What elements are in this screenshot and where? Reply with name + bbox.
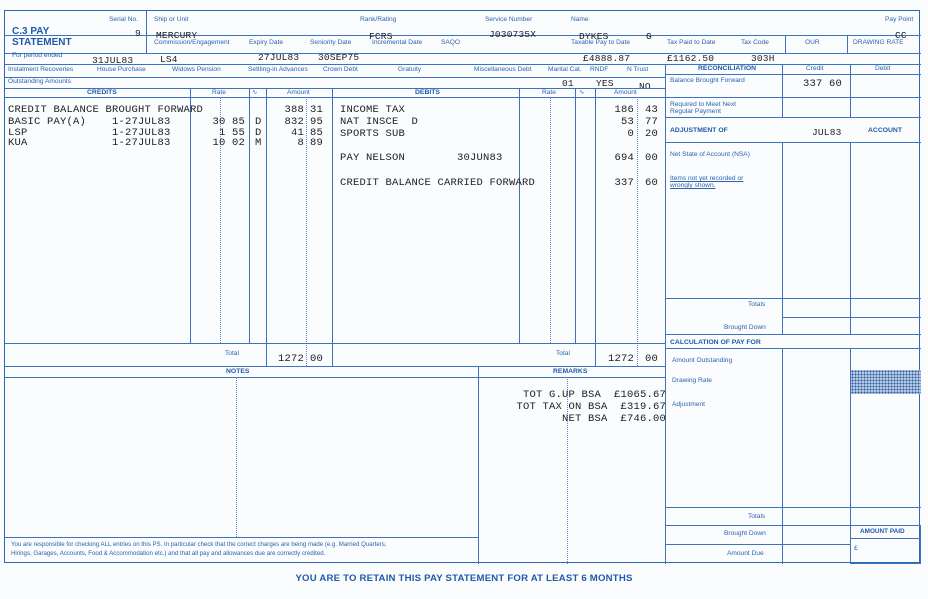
recon-lower-divider-2 bbox=[850, 142, 851, 334]
remarks-line-3: NET BSA £746.00 bbox=[561, 413, 666, 425]
adjustment-month: JUL83 bbox=[812, 127, 842, 138]
recon-brought-down-label: Brought Down bbox=[724, 324, 766, 331]
credit-row-3-rate: 1 55 bbox=[218, 127, 245, 139]
outstanding-label: Outstanding Amounts bbox=[8, 78, 72, 85]
net-state-label: Net State of Account (NSA) bbox=[670, 151, 750, 158]
calc-totals-label: Totals bbox=[748, 513, 766, 520]
remarks-heading: REMARKS bbox=[553, 368, 588, 375]
recon-rule-header bbox=[665, 74, 921, 75]
debit-row-3-desc: SPORTS SUB bbox=[340, 128, 406, 140]
rndf-value: YES bbox=[596, 78, 614, 89]
amount-paid-rule bbox=[850, 538, 921, 539]
header-divider-drawing bbox=[847, 35, 848, 53]
notes-heading: NOTES bbox=[226, 368, 250, 375]
calc-rule-header bbox=[665, 348, 921, 349]
rank-label: Rank/Rating bbox=[360, 16, 397, 23]
credit-row-1-pence: 31 bbox=[310, 104, 324, 116]
recon-rule-totals-2 bbox=[782, 317, 921, 318]
remarks-line-2: TOT TAX ON BSA £319.67 bbox=[516, 401, 666, 413]
required-label: Required to Meet Next Regular Payment bbox=[670, 101, 736, 115]
credits-heading: CREDITS bbox=[87, 89, 117, 96]
right-panel-divider bbox=[665, 64, 666, 564]
notes-center-dots bbox=[236, 377, 237, 537]
amount-paid-label: AMOUNT PAID bbox=[860, 528, 905, 535]
crown-debt-label: Crown Debt bbox=[323, 66, 358, 73]
tax-code-label: Tax Code bbox=[741, 39, 769, 46]
main-rule-header bbox=[5, 97, 665, 98]
credits-total-label: Total bbox=[225, 350, 239, 357]
recon-credit-divider bbox=[782, 64, 783, 117]
debit-row-5-desc: CREDIT BALANCE CARRIED FORWARD bbox=[340, 177, 536, 189]
debit-row-2-desc: NAT INSCE D bbox=[340, 116, 419, 128]
marital-value: 01 bbox=[562, 78, 574, 89]
credits-total-amount: 1272 bbox=[277, 353, 304, 365]
recon-rule-bottom bbox=[665, 334, 921, 335]
notes-rule-header bbox=[5, 377, 665, 378]
period-ended-value: 31JUL83 bbox=[92, 55, 134, 66]
amount-due-label: Amount Due bbox=[727, 550, 764, 557]
commission-label: Commission/Engagement bbox=[154, 39, 230, 46]
recon-rule-required bbox=[665, 117, 921, 118]
debit-row-3-pence: 20 bbox=[645, 128, 659, 140]
debits-amount-label: Amount bbox=[614, 89, 637, 96]
name-value: DYKES bbox=[579, 31, 609, 42]
calc-drawing-rate-label: Drawing Rate bbox=[672, 377, 712, 384]
serial-no-label: Serial No. bbox=[109, 16, 138, 23]
calc-rule-brought-down bbox=[665, 525, 850, 526]
debits-rate-label: Rate bbox=[542, 89, 556, 96]
ntrust-label: N Trust bbox=[627, 66, 649, 73]
debit-row-4-amount: 694 bbox=[614, 152, 634, 164]
period-ended-label: For period ended bbox=[12, 52, 63, 59]
settling-label: Settling-in Advances bbox=[248, 66, 308, 73]
credit-row-2-rate: 30 85 bbox=[212, 116, 245, 128]
credit-row-3-unit: D bbox=[255, 127, 262, 139]
credit-row-4-unit: M bbox=[255, 137, 262, 149]
amount-outstanding-label: Amount Outstanding bbox=[672, 357, 733, 364]
ntrust-value: NO bbox=[639, 81, 651, 92]
credit-row-2-unit: D bbox=[255, 116, 262, 128]
debit-row-1-pence: 43 bbox=[645, 104, 659, 116]
notes-disclaimer-rule bbox=[5, 537, 478, 538]
recon-rule-totals bbox=[665, 298, 921, 299]
debit-row-1-amount: 186 bbox=[614, 104, 634, 116]
retain-notice: YOU ARE TO RETAIN THIS PAY STATEMENT FOR AT LEAST 6 MONTHS bbox=[295, 573, 633, 584]
items-not-recorded: Items not yet recorded or wrongly shown. bbox=[670, 175, 744, 190]
expiry-value: 27JUL83 bbox=[258, 52, 300, 63]
marital-label: Marital Cat. bbox=[548, 66, 582, 73]
notes-disclaimer-line-1: You are responsible for checking ALL entries on this PS. In particular check that the correct charges are being made (e.g. Married Quarters, bbox=[11, 541, 387, 548]
credit-row-2-amount: 832 bbox=[284, 116, 304, 128]
credit-row-4-rate: 10 02 bbox=[212, 137, 245, 149]
debit-row-5-pence: 60 bbox=[645, 177, 659, 189]
gratuity-label: Gratuity bbox=[398, 66, 422, 73]
name-initial: G bbox=[646, 31, 652, 42]
calc-rule-amount-due bbox=[665, 544, 850, 545]
saqo-label: SAQO bbox=[441, 39, 461, 46]
credit-row-3-pence: 85 bbox=[310, 127, 324, 139]
credits-rate-label: Rate bbox=[212, 89, 226, 96]
debits-unit-symbol: ∿ bbox=[579, 89, 585, 96]
credit-row-3-desc: LSP 1-27JUL83 bbox=[8, 127, 171, 139]
tax-paid-value: £1162.50 bbox=[667, 53, 715, 64]
calculation-heading: CALCULATION OF PAY FOR bbox=[670, 339, 761, 346]
debits-rate-dots bbox=[550, 97, 551, 343]
recon-debit-label: Debit bbox=[875, 65, 891, 72]
header-rule-1 bbox=[5, 35, 921, 36]
header-divider-our bbox=[785, 35, 786, 53]
pay-point-value: CC bbox=[895, 30, 907, 41]
debits-heading: DEBITS bbox=[415, 89, 440, 96]
credit-row-2-desc: BASIC PAY(A) 1-27JUL83 bbox=[8, 116, 171, 128]
taxable-value: £4888.87 bbox=[583, 53, 631, 64]
debit-row-2-pence: 77 bbox=[645, 116, 659, 128]
drawing-rate-shaded-box bbox=[851, 370, 921, 394]
seniority-value: 30SEP75 bbox=[318, 52, 360, 63]
notes-remarks-divider bbox=[478, 366, 479, 564]
tax-paid-label: Tax Paid to Date bbox=[667, 39, 716, 46]
service-no-label: Service Number bbox=[485, 16, 533, 23]
credit-row-1-amount: 388 bbox=[284, 104, 304, 116]
unit-value: LS4 bbox=[160, 54, 178, 65]
totals-rule-top bbox=[5, 343, 665, 344]
account-heading: ACCOUNT bbox=[868, 127, 902, 134]
house-purchase-label: House Purchase bbox=[97, 66, 146, 73]
serial-no-value: 9 bbox=[135, 28, 141, 39]
credits-amount-dots bbox=[306, 97, 307, 366]
pay-statement-form bbox=[4, 10, 920, 563]
debits-unit-divider bbox=[575, 88, 576, 343]
widows-label: Widows Pension bbox=[172, 66, 221, 73]
debit-row-4-desc: PAY NELSON 30JUN83 bbox=[340, 152, 503, 164]
credits-unit-divider bbox=[249, 88, 250, 343]
debits-amount-dots bbox=[637, 97, 638, 366]
expiry-label: Expiry Date bbox=[249, 39, 284, 46]
debit-row-1-desc: INCOME TAX bbox=[340, 104, 406, 116]
debit-row-5-amount: 337 bbox=[614, 177, 634, 189]
statement-title: C.3 PAY STATEMENT bbox=[12, 26, 72, 48]
debit-row-4-pence: 00 bbox=[645, 152, 659, 164]
calc-brought-down-label: Brought Down bbox=[724, 530, 766, 537]
credit-row-1-desc: CREDIT BALANCE BROUGHT FORWARD bbox=[8, 104, 204, 116]
debits-total-pence: 00 bbox=[645, 353, 659, 365]
balance-bf-value: 337 60 bbox=[803, 78, 843, 90]
recon-heading: RECONCILIATION bbox=[698, 65, 757, 72]
credit-row-4-desc: KUA 1-27JUL83 bbox=[8, 137, 171, 149]
credits-amount-label: Amount bbox=[287, 89, 310, 96]
credit-row-2-pence: 95 bbox=[310, 116, 324, 128]
drawing-rate-header-label: DRAWING RATE bbox=[853, 39, 904, 46]
credits-total-pence: 00 bbox=[310, 353, 324, 365]
rndf-label: RNDF bbox=[590, 66, 609, 73]
misc-debt-label: Miscellaneous Debt bbox=[474, 66, 532, 73]
debits-total-amount: 1272 bbox=[607, 353, 634, 365]
debits-total-label: Total bbox=[556, 350, 570, 357]
header-rule-2 bbox=[5, 53, 921, 54]
recon-rule-adjustment bbox=[665, 142, 921, 143]
our-label: OUR bbox=[805, 39, 820, 46]
credit-row-3-amount: 41 bbox=[290, 127, 304, 139]
totals-rule-bottom bbox=[5, 366, 665, 367]
incremental-label: Incremental Date bbox=[372, 39, 423, 46]
recon-lower-divider bbox=[782, 142, 783, 334]
tax-code-value: 303H bbox=[751, 53, 775, 64]
remarks-line-1: TOT G.UP BSA £1065.67 bbox=[522, 389, 666, 401]
instalment-label: Instalment Recoveries bbox=[8, 66, 74, 73]
ship-label: Ship or Unit bbox=[154, 16, 189, 23]
recon-debit-divider bbox=[850, 64, 851, 117]
seniority-label: Seniority Date bbox=[310, 39, 352, 46]
service-no-value: J030735X bbox=[489, 29, 537, 40]
calc-divider-1 bbox=[782, 348, 783, 564]
rank-value: FCRS bbox=[369, 31, 393, 42]
name-label: Name bbox=[571, 16, 589, 23]
debits-rate-divider bbox=[519, 88, 520, 343]
calc-rule-totals bbox=[665, 507, 921, 508]
recon-totals-label: Totals bbox=[748, 301, 766, 308]
calc-adjustment-label: Adjustment bbox=[672, 401, 705, 408]
recon-rule-balance bbox=[665, 97, 921, 98]
header-divider-serial bbox=[146, 11, 147, 53]
taxable-label: Taxable Pay to Date bbox=[571, 39, 631, 46]
balance-bf-label: Balance Brought Forward bbox=[670, 77, 745, 84]
pay-point-label: Pay Point bbox=[885, 16, 914, 23]
ship-value: MERCURY bbox=[156, 30, 198, 41]
notes-disclaimer-line-2: Hirings, Garages, Accounts, Food & Accommodation etc.) and that all pay and allowances due are correctly credited. bbox=[11, 550, 326, 557]
credit-row-4-amount: 8 bbox=[297, 137, 304, 149]
recon-credit-label: Credit bbox=[806, 65, 824, 72]
credits-unit-symbol: ∿ bbox=[252, 89, 258, 96]
adjustment-heading: ADJUSTMENT OF bbox=[670, 127, 728, 134]
credits-debits-divider bbox=[332, 88, 333, 366]
amount-paid-symbol: £ bbox=[854, 545, 858, 552]
debit-row-3-amount: 0 bbox=[627, 128, 634, 140]
debit-row-2-amount: 53 bbox=[620, 116, 634, 128]
credit-row-4-pence: 89 bbox=[310, 137, 324, 149]
